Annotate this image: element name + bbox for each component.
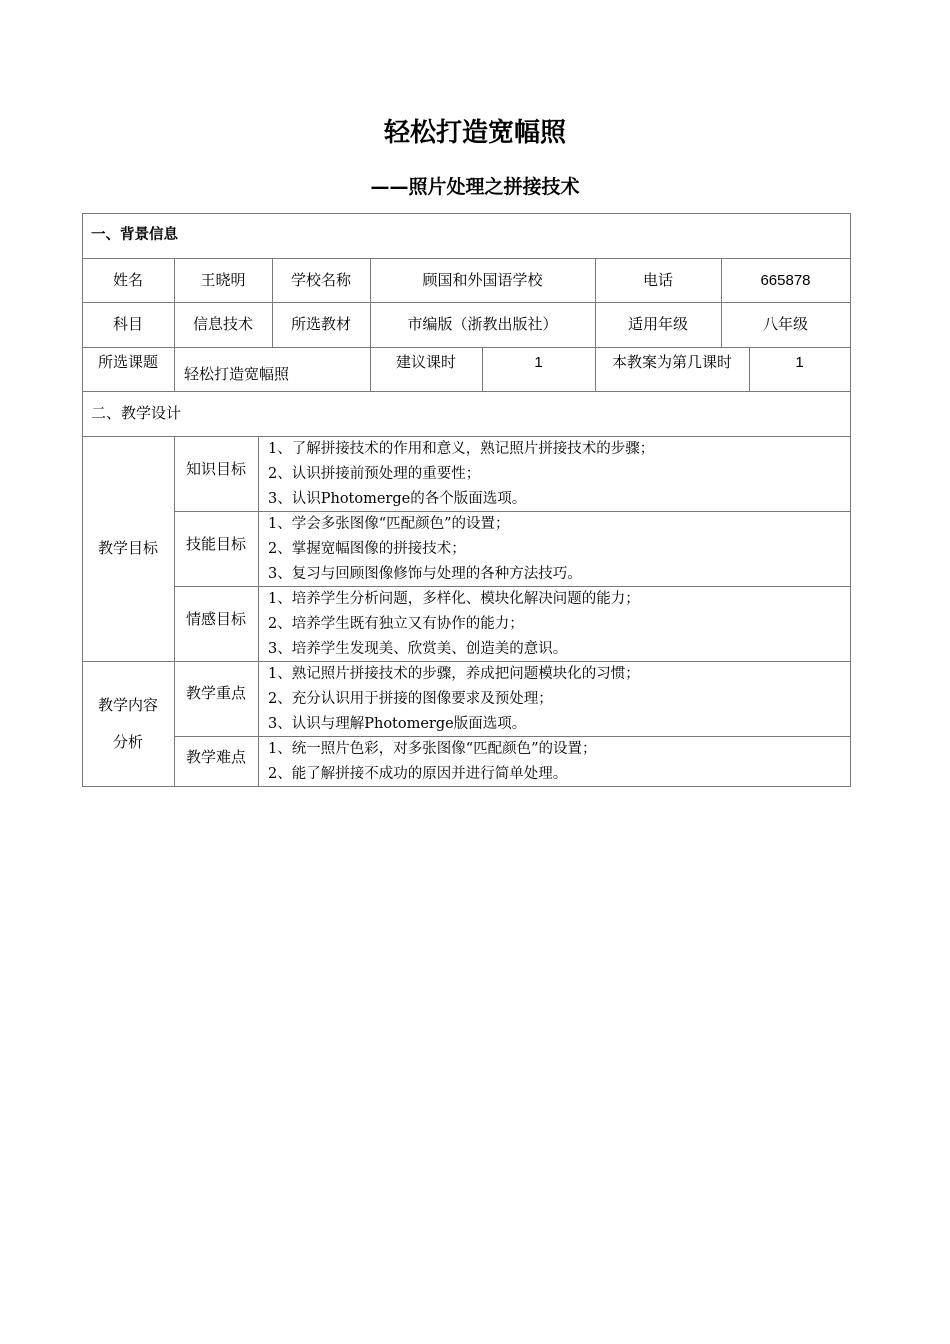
subject-label: 科目	[112, 315, 143, 333]
name-label: 姓名	[112, 270, 143, 289]
list-item: 2、培养学生既有独立又有协作的能力；	[268, 616, 524, 632]
emotion-objective-list	[268, 587, 640, 662]
table-border-right	[850, 213, 851, 787]
lesson-number-label: 本教案为第几课时	[611, 353, 732, 371]
objectives-label: 教学目标	[97, 539, 158, 557]
col-divider	[258, 436, 259, 787]
section-heading-design: 二、教学设计	[91, 404, 182, 422]
topic-label: 所选课题	[97, 353, 158, 371]
phone-value: 665878	[760, 271, 811, 289]
list-item: 1、了解拼接技术的作用和意义，熟记照片拼接技术的步骤；	[268, 441, 655, 457]
subject-value: 信息技术	[192, 315, 253, 333]
grade-value: 八年级	[762, 315, 808, 333]
phone-label: 电话	[642, 270, 673, 289]
table-border-top	[82, 213, 851, 214]
difficult-point-list	[268, 737, 597, 787]
list-item: 3、认识与理解Photomerge版面选项。	[268, 716, 527, 732]
grade-label: 适用年级	[627, 315, 688, 333]
skill-objective-list	[268, 512, 582, 587]
name-value: 王晓明	[200, 270, 246, 289]
lesson-number-value: 1	[795, 354, 804, 371]
list-item: 2、充分认识用于拼接的图像要求及预处理；	[268, 691, 553, 707]
document-title: 轻松打造宽幅照	[383, 118, 566, 148]
list-item: 1、统一照片色彩，对多张图像“匹配颜色”的设置；	[268, 741, 597, 757]
list-item: 1、培养学生分析问题，多样化、模块化解决问题的能力；	[268, 591, 640, 607]
school-label: 学校名称	[290, 270, 351, 289]
topic-value: 轻松打造宽幅照	[184, 364, 290, 383]
hours-value: 1	[534, 354, 543, 371]
document-subtitle: ——照片处理之拼接技术	[370, 176, 580, 198]
list-item: 2、掌握宽幅图像的拼接技术；	[268, 541, 466, 557]
analysis-label	[82, 661, 174, 786]
hours-label: 建议课时	[395, 353, 456, 371]
list-item: 3、认识Photomerge的各个版面选项。	[268, 491, 527, 507]
textbook-value: 市编版（浙教出版社）	[407, 315, 558, 333]
section-heading-background: 一、背景信息	[91, 227, 178, 244]
list-item: 3、培养学生发现美、欣赏美、创造美的意识。	[268, 641, 568, 657]
knowledge-objective-list	[268, 437, 654, 512]
school-value: 顾国和外国语学校	[422, 270, 543, 289]
analysis-label-line2: 分析	[112, 732, 143, 751]
list-item: 1、学会多张图像“匹配颜色”的设置；	[268, 516, 510, 532]
row-divider	[82, 391, 851, 392]
key-point-label: 教学重点	[185, 684, 246, 702]
list-item: 1、熟记照片拼接技术的步骤，养成把问题模块化的习惯；	[268, 666, 640, 682]
list-item: 2、认识拼接前预处理的重要性；	[268, 466, 481, 482]
list-item: 2、能了解拼接不成功的原因并进行简单处理。	[268, 766, 568, 782]
knowledge-objective-label: 知识目标	[185, 460, 246, 478]
analysis-label-line1: 教学内容	[97, 695, 158, 714]
emotion-objective-label: 情感目标	[185, 609, 246, 628]
skill-objective-label: 技能目标	[185, 534, 246, 553]
key-point-list	[268, 662, 640, 737]
list-item: 3、复习与回顾图像修饰与处理的各种方法技巧。	[268, 566, 582, 582]
difficult-point-label: 教学难点	[185, 747, 246, 766]
lesson-plan-table	[82, 213, 851, 787]
textbook-label: 所选教材	[290, 315, 351, 333]
